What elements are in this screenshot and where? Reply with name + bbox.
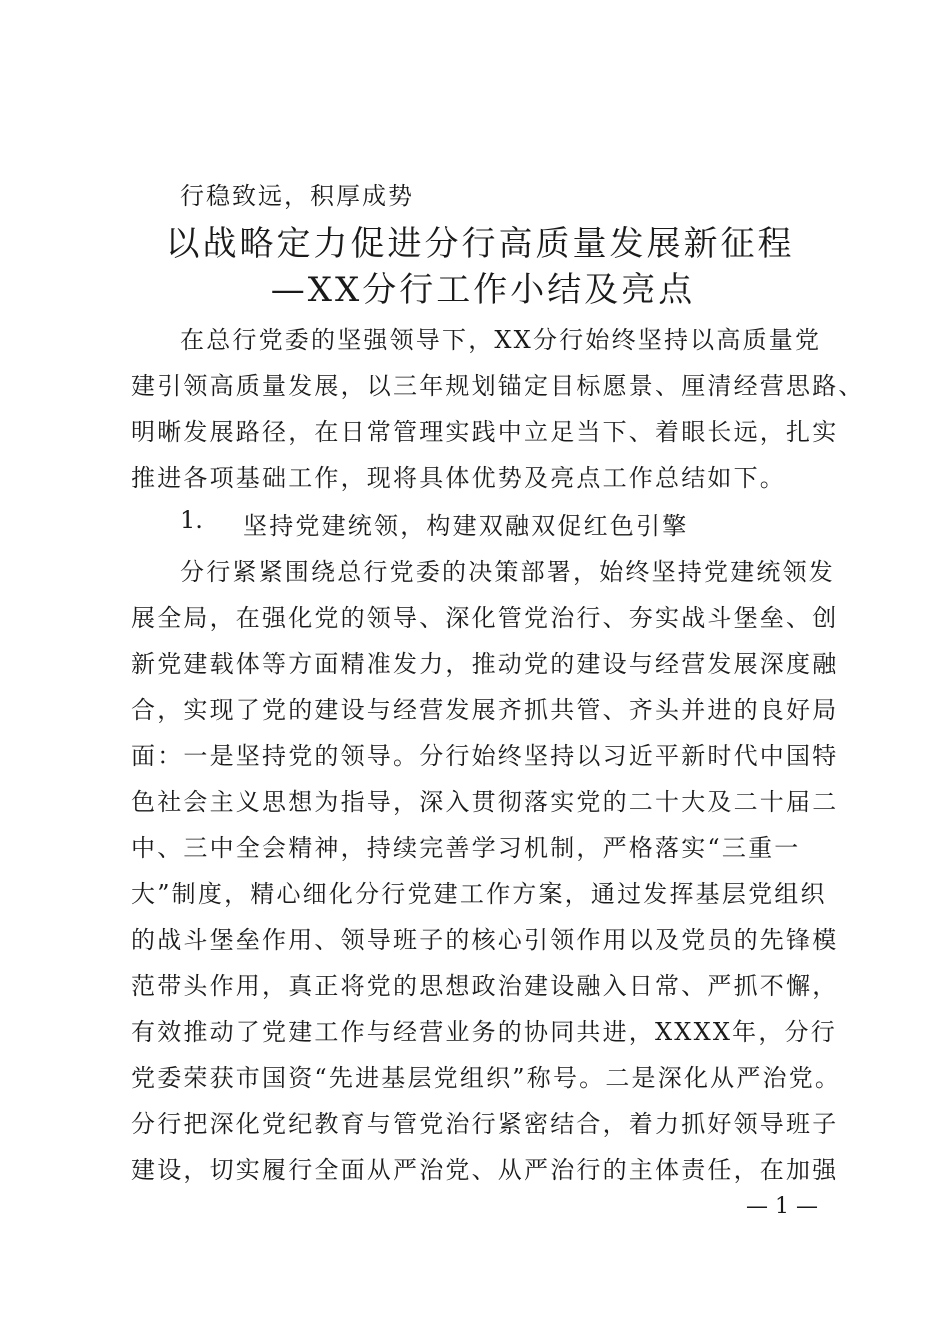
body-line: 面：一是坚持党的领导。分行始终坚持以习近平新时代中国特 (131, 742, 839, 770)
section-heading-text: 坚持党建统领，构建双融双促红色引擎 (243, 512, 689, 540)
intro-line: 推进各项基础工作，现将具体优势及亮点工作总结如下。 (131, 464, 786, 492)
body-line: 大”制度，精心细化分行党建工作方案，通过发挥基层党组织 (131, 880, 827, 908)
body-line: 中、三中全会精神，持续完善学习机制，严格落实“三重一 (131, 834, 801, 862)
body-line: 分行紧紧围绕总行党委的决策部署，始终坚持党建统领发 (180, 558, 835, 586)
body-line: 有效推动了党建工作与经营业务的协同共进，XXXX年，分行 (131, 1018, 837, 1046)
body-line: 合，实现了党的建设与经营发展齐抓共管、齐头并进的良好局 (131, 696, 839, 724)
body-line: 的战斗堡垒作用、领导班子的核心引领作用以及党员的先锋模 (131, 926, 839, 954)
document-subtitle: —XX分行工作小结及亮点 (270, 270, 696, 310)
tagline: 行稳致远，积厚成势 (180, 182, 414, 210)
intro-line: 建引领高质量发展，以三年规划锚定目标愿景、厘清经营思路、 (131, 372, 865, 400)
body-line: 色社会主义思想为指导，深入贯彻落实党的二十大及二十届二 (131, 788, 839, 816)
body-line: 分行把深化党纪教育与管党治行紧密结合，着力抓好领导班子 (131, 1110, 839, 1138)
page-number: — 1 — (746, 1194, 818, 1219)
section-number: 1. (180, 506, 203, 534)
intro-line: 明晰发展路径，在日常管理实践中立足当下、着眼长远，扎实 (131, 418, 839, 446)
document-title: 以战略定力促进分行高质量发展新征程 (165, 224, 795, 264)
body-line: 建设，切实履行全面从严治党、从严治行的主体责任，在加强 (131, 1156, 839, 1184)
body-line: 范带头作用，真正将党的思想政治建设融入日常、严抓不懈， (131, 972, 839, 1000)
body-line: 展全局，在强化党的领导、深化管党治行、夯实战斗堡垒、创 (131, 604, 839, 632)
intro-line: 在总行党委的坚强领导下，XX分行始终坚持以高质量党 (180, 326, 822, 354)
body-line: 党委荣获市国资“先进基层党组织”称号。二是深化从严治党。 (131, 1064, 842, 1092)
body-line: 新党建载体等方面精准发力，推动党的建设与经营发展深度融 (131, 650, 839, 678)
